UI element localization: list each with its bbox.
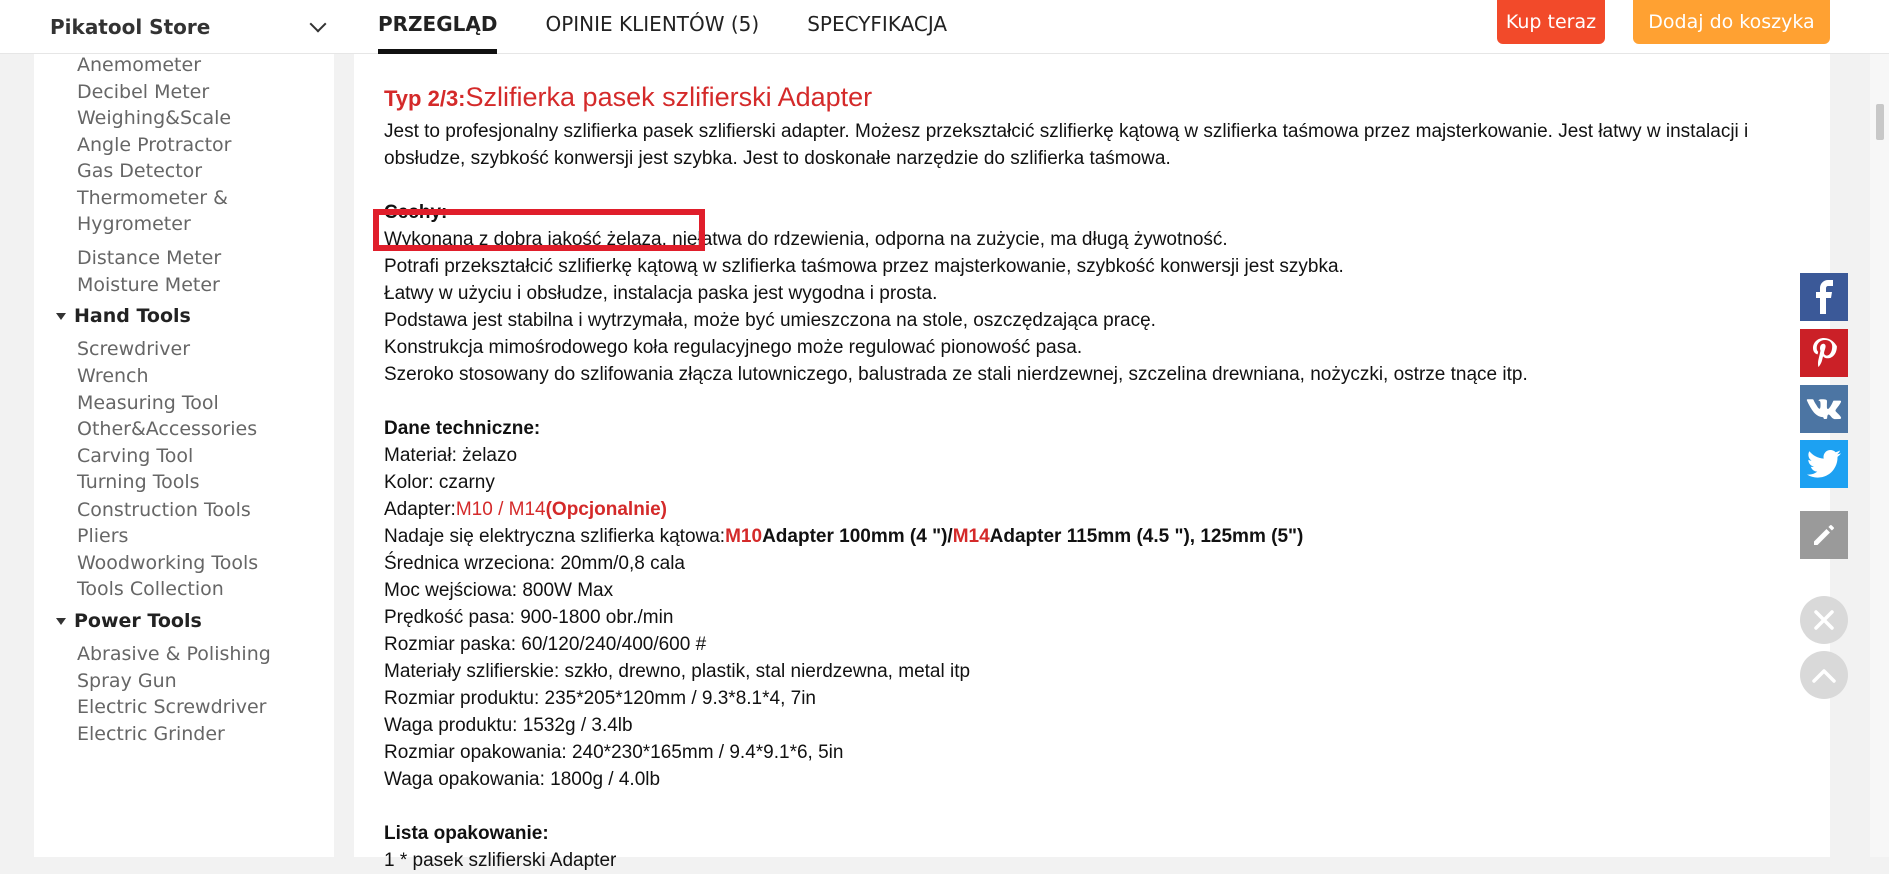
product-description [354, 54, 1830, 871]
spec-material: Materiał: żelazo [384, 445, 518, 466]
sidebar-category-hand-tools[interactable] [56, 303, 191, 329]
sidebar-item-tools-collection[interactable]: Tools Collection [77, 578, 224, 600]
sidebar-item-hygrometer[interactable]: Hygrometer [77, 213, 191, 235]
spec-suitable [384, 523, 1804, 550]
vk-icon [1807, 398, 1841, 420]
package-item: 1 * pasek szlifierski Adapter [384, 850, 617, 871]
facebook-icon [1811, 280, 1837, 314]
spec-line: Waga opakowania: 1800g / 4.0lb [384, 769, 661, 790]
spec-line: Rozmiar paska: 60/120/240/400/600 # [384, 634, 707, 655]
top-bar [0, 0, 1889, 54]
tab-specification[interactable]: SPECYFIKACJA [807, 12, 948, 36]
sidebar-item-thermometer[interactable]: Thermometer & [77, 187, 228, 209]
spec-line: Prędkość pasa: 900-1800 obr./min [384, 607, 674, 628]
suitable-adapter-1: Adapter 100mm (4 ")/ [762, 526, 953, 547]
category-label: Hand Tools [74, 305, 191, 327]
twitter-icon [1807, 450, 1841, 478]
sidebar-item-pliers[interactable]: Pliers [77, 525, 129, 547]
sidebar-item-measuring-tool[interactable]: Measuring Tool [77, 392, 219, 414]
features-heading: Cechy: [384, 202, 448, 223]
sidebar-item-turning-tools[interactable]: Turning Tools [77, 471, 200, 493]
category-sidebar [34, 54, 334, 857]
sidebar-item-gas-detector[interactable]: Gas Detector [77, 160, 203, 182]
spec-line: Rozmiar opakowania: 240*230*165mm / 9.4*9.1*6, 5in [384, 742, 844, 763]
tab-reviews[interactable]: OPINIE KLIENTÓW (5) [545, 12, 760, 36]
suitable-m10: M10 [725, 526, 763, 547]
sidebar-item-moisture-meter[interactable]: Moisture Meter [77, 274, 220, 296]
spec-line: Moc wejściowa: 800W Max [384, 580, 614, 601]
feature-line: Konstrukcja mimośrodowego koła regulacyjnego może regulować pionowość pasa. [384, 337, 1083, 358]
store-name: Pikatool Store [50, 15, 211, 39]
suitable-label: Nadaje się elektryczna szlifierka kątowa: [384, 526, 726, 547]
close-icon [1812, 608, 1836, 632]
chevron-up-icon [1811, 666, 1837, 684]
product-tabs [378, 0, 995, 54]
sidebar-item-carving-tool[interactable]: Carving Tool [77, 445, 194, 467]
tab-overview[interactable]: PRZEGLĄD [378, 0, 497, 54]
sidebar-item-wrench[interactable]: Wrench [77, 365, 149, 387]
adapter-value: M10 / M14 [455, 499, 546, 520]
sidebar-item-electric-grinder[interactable]: Electric Grinder [77, 723, 225, 745]
store-selector[interactable] [50, 12, 330, 42]
facebook-share-button[interactable] [1800, 273, 1848, 321]
sidebar-item-anemometer[interactable]: Anemometer [77, 54, 202, 76]
package-heading: Lista opakowanie: [384, 823, 549, 844]
vk-share-button[interactable] [1800, 385, 1848, 433]
feature-line: Potrafi przekształcić szlifierkę kątową w szlifierka taśmowa przez majsterkowanie, szybkość konwersji jest szybka. [384, 256, 1344, 277]
feature-line: Szeroko stosowany do szlifowania złącza lutowniczego, balustrada ze stali nierdzewnej, szczelina drewniana, nożyczki, ostrze tnące itp. [384, 364, 1528, 385]
close-button[interactable] [1800, 596, 1848, 644]
sidebar-item-construction-tools[interactable]: Construction Tools [77, 499, 251, 521]
scrollbar-thumb[interactable] [1876, 104, 1884, 140]
sidebar-item-distance-meter[interactable]: Distance Meter [77, 247, 222, 269]
pencil-icon [1811, 522, 1837, 548]
category-label: Power Tools [74, 610, 202, 632]
sidebar-item-abrasive-polishing[interactable]: Abrasive & Polishing [77, 643, 271, 665]
twitter-share-button[interactable] [1800, 440, 1848, 488]
title-main: Szlifierka pasek szlifierski Adapter [465, 82, 873, 112]
pinterest-icon [1809, 336, 1839, 370]
scrollbar-track[interactable] [1870, 54, 1889, 857]
sidebar-item-angle-protractor[interactable]: Angle Protractor [77, 134, 232, 156]
add-to-cart-button[interactable]: Dodaj do koszyka [1633, 0, 1830, 44]
spec-line: Średnica wrzeciona: 20mm/0,8 cala [384, 553, 685, 574]
sidebar-category-power-tools[interactable] [56, 608, 202, 634]
sidebar-item-spray-gun[interactable]: Spray Gun [77, 670, 177, 692]
suitable-adapter-2: Adapter 115mm (4.5 "), 125mm (5") [989, 526, 1304, 547]
feature-line: Wykonana z dobra jakość żelaza, niełatwa do rdzewienia, odporna na zużycie, ma długą żywotność. [384, 229, 1228, 250]
sidebar-item-weighing-scale[interactable]: Weighing&Scale [77, 107, 232, 129]
sidebar-item-screwdriver[interactable]: Screwdriver [77, 338, 191, 360]
intro-paragraph: Jest to profesjonalny szlifierka pasek szlifierski adapter. Możesz przekształcić szlifierkę kątową w szlifierka taśmowa przez majsterkowanie. Jest łatwy w instalacji i obsłudze, szybkość konwersji jest szybka. Jest to doskonałe narzędzie do szlifierka taśmowa. [384, 121, 1749, 169]
scroll-to-top-button[interactable] [1800, 651, 1848, 699]
sidebar-item-decibel-meter[interactable]: Decibel Meter [77, 81, 210, 103]
feature-line: Podstawa jest stabilna i wytrzymała, może być umieszczona na stole, oszczędzająca pracę. [384, 310, 1156, 331]
spec-color: Kolor: czarny [384, 472, 495, 493]
section-title [384, 80, 1804, 118]
sidebar-item-electric-screwdriver[interactable]: Electric Screwdriver [77, 696, 267, 718]
adapter-label: Adapter: [384, 499, 456, 520]
suitable-m14: M14 [952, 526, 990, 547]
spec-line: Materiały szlifierskie: szkło, drewno, plastik, stal nierdzewna, metal itp [384, 661, 971, 682]
spec-line: Rozmiar produktu: 235*205*120mm / 9.3*8.1*4, 7in [384, 688, 816, 709]
spec-adapter [384, 496, 1804, 523]
spec-line: Waga produktu: 1532g / 3.4lb [384, 715, 633, 736]
sidebar-item-other-accessories[interactable]: Other&Accessories [77, 418, 258, 440]
feature-line: Łatwy w użyciu i obsłudze, instalacja paska jest wygodna i prosta. [384, 283, 938, 304]
description-content [384, 80, 1804, 874]
edit-button[interactable] [1800, 511, 1848, 559]
adapter-optional: (Opcjonalnie) [545, 499, 667, 520]
sidebar-item-woodworking-tools[interactable]: Woodworking Tools [77, 552, 259, 574]
title-prefix: Typ 2/3: [384, 86, 466, 111]
buy-now-button[interactable]: Kup teraz [1497, 0, 1605, 44]
caret-down-icon [56, 313, 66, 320]
chevron-down-icon [310, 16, 327, 33]
tech-heading: Dane techniczne: [384, 418, 541, 439]
caret-down-icon [56, 618, 66, 625]
pinterest-share-button[interactable] [1800, 329, 1848, 377]
